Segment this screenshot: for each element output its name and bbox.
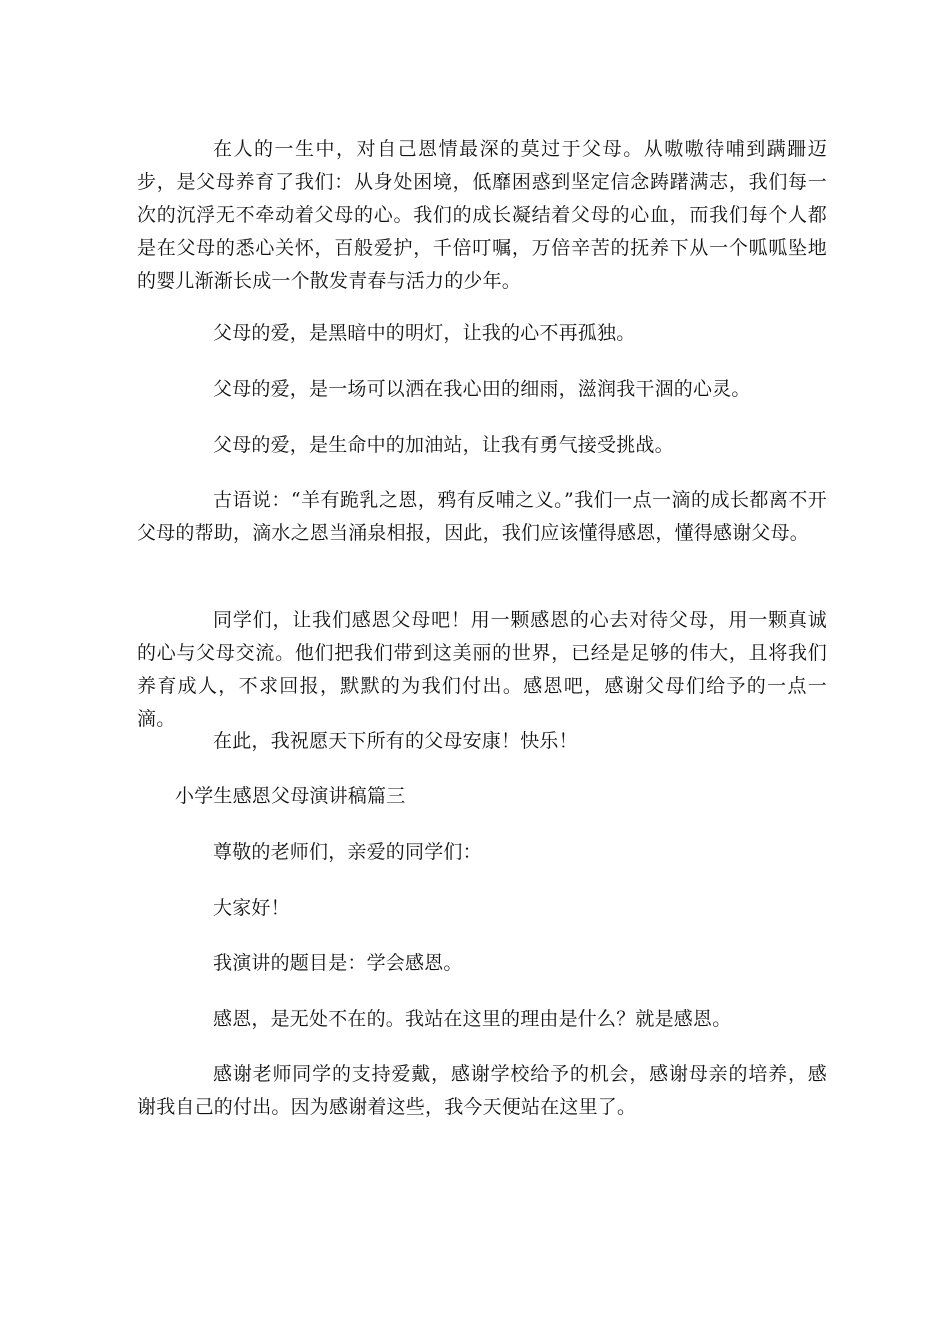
paragraph-hello: 大家好！ bbox=[213, 897, 290, 919]
paragraph-love-rain: 父母的爱，是一场可以洒在我心田的细雨，滋润我干涸的心灵。 bbox=[213, 378, 751, 400]
paragraph-call-to-gratitude: 同学们，让我们感恩父母吧！用一颗感恩的心去对待父母，用一颗真诚的心与父母交流。他们把我们带到这美丽的世界，已经是足够的伟大，且将我们养育成人，不求回报，默默的为我们付出。感恩吧，感谢父母们给予的一点一滴。 bbox=[137, 609, 827, 730]
paragraph-gratitude-everywhere: 感恩，是无处不在的。我站在这里的理由是什么？就是感恩。 bbox=[213, 1008, 732, 1030]
paragraph-parents-grace: 在人的一生中，对自己恩情最深的莫过于父母。从嗷嗷待哺到蹒跚迈步，是父母养育了我们：从身处困境，低靡困惑到坚定信念踌躇满志，我们每一次的沉浮无不牵动着父母的心。我们的成长凝结着父母的心血，而我们每个人都是在父母的悉心关怀，百般爱护，千倍叮嘱，万倍辛苦的抚养下从一个呱呱坠地的婴儿渐渐长成一个散发青春与活力的少年。 bbox=[137, 138, 827, 292]
paragraph-love-lamp: 父母的爱，是黑暗中的明灯，让我的心不再孤独。 bbox=[213, 322, 636, 344]
section-heading: 小学生感恩父母演讲稿篇三 bbox=[175, 785, 406, 807]
paragraph-topic: 我演讲的题目是：学会感恩。 bbox=[213, 952, 463, 974]
paragraph-greeting: 尊敬的老师们，亲爱的同学们： bbox=[213, 841, 482, 863]
paragraph-proverb: 古语说：“羊有跪乳之恩，鸦有反哺之义。”我们一点一滴的成长都离不开父母的帮助，滴水之恩当涌泉相报，因此，我们应该懂得感恩，懂得感谢父母。 bbox=[137, 489, 827, 544]
paragraph-love-station: 父母的爱，是生命中的加油站，让我有勇气接受挑战。 bbox=[213, 434, 674, 456]
paragraph-thanks: 感谢老师同学的支持爱戴，感谢学校给予的机会，感谢母亲的培养，感谢我自己的付出。因为感谢着这些，我今天便站在这里了。 bbox=[137, 1063, 827, 1118]
paragraph-blessing: 在此，我祝愿天下所有的父母安康！快乐！ bbox=[213, 730, 578, 752]
